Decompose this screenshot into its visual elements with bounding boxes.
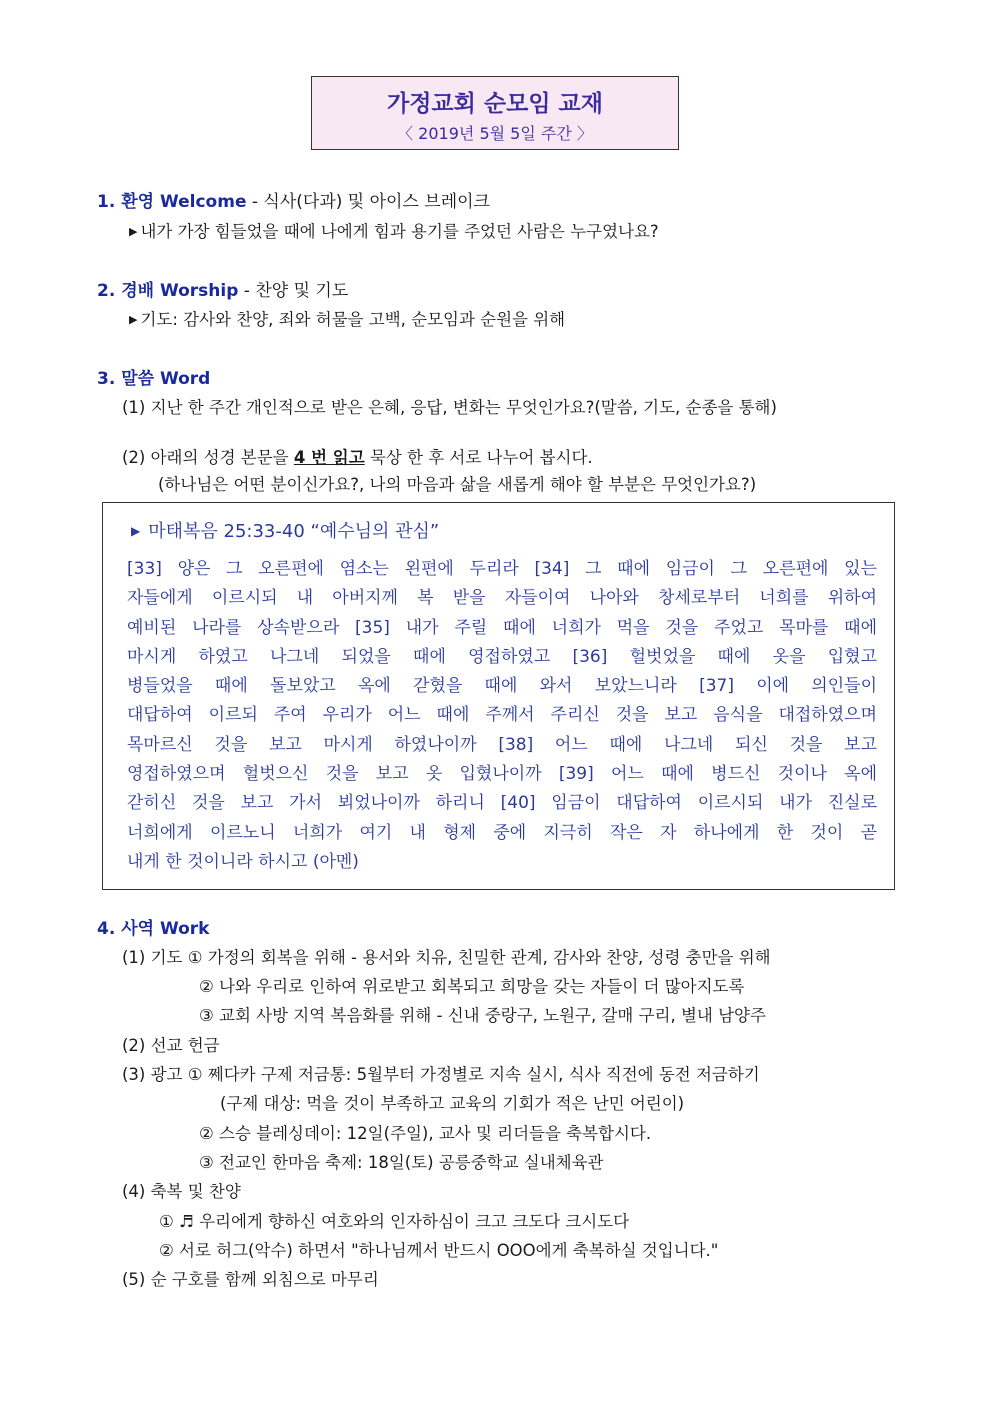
scripture-line: 대답하여 이르되 주여 우리가 어느 때에 주께서 주리신 것을 보고 음식을 대접하였으며 [127,705,877,726]
closing-item: (5) 순 구호를 함께 외침으로 마무리 [122,1270,379,1289]
section-3-heading: 3. 말씀 Word [97,369,211,389]
mission-offering: (2) 선교 헌금 [122,1036,220,1055]
scripture-line: 너희에게 이르노니 너희가 여기 내 형제 중에 지극히 작은 자 하나에게 한 것이 곧 [127,822,877,843]
scripture-line: 예비된 나라를 상속받으라 [35] 내가 주릴 때에 너희가 먹을 것을 주었고 목마를 때에 [127,617,877,638]
section-1-item [129,218,659,242]
section-2-item [129,306,565,330]
section-1-item-text: 내가 가장 힘들었을 때에 나에게 힘과 용기를 주었던 사람은 누구였나요? [140,222,659,241]
triangle-right-icon: ▶ [131,524,141,538]
prayer-item-2: ② 나와 우리로 인하여 위로받고 회복되고 희망을 갖는 자들이 더 많아지도록 [199,977,745,996]
scripture-line: 마시게 하였고 나그네 되었을 때에 영접하였고 [36] 헐벗었을 때에 옷을 입혔고 [127,646,877,667]
scripture-text [127,555,877,877]
announcement-2: ② 스승 블레싱데이: 12일(주일), 교사 및 리더들을 축복합시다. [199,1124,652,1143]
triangle-right-icon: ▶ [129,225,138,238]
blessing-heading: (4) 축복 및 찬양 [122,1182,241,1201]
scripture-line: 목마르신 것을 보고 마시게 하였나이까 [38] 어느 때에 나그네 되신 것을 보고 [127,734,877,755]
title-box [311,76,679,150]
question-2-emphasis: 4 번 읽고 [293,448,365,467]
scripture-box [102,502,895,890]
announcement-1-note: (구제 대상: 먹을 것이 부족하고 교육의 기회가 적은 난민 어린이) [220,1094,685,1113]
scripture-line: 갇히신 것을 보고 가서 뵈었나이까 하리니 [40] 임금이 대답하여 이르시되 내가 진실로 [127,793,877,814]
question-2-pre: (2) 아래의 성경 본문을 [122,448,294,467]
blessing-item-2: ② 서로 허그(악수) 하면서 "하나님께서 반드시 OOO에게 축복하실 것입니다." [159,1241,719,1260]
announcement-3: ③ 전교인 한마음 축제: 18일(토) 공릉중학교 실내체육관 [199,1153,604,1172]
section-4-heading: 4. 사역 Work [97,919,210,939]
section-3-question-1: (1) 지난 한 주간 개인적으로 받은 은혜, 응답, 변화는 무엇인가요?(말씀, 기도, 순종을 통해) [122,398,777,417]
section-3-question-2 [122,444,593,468]
blessing-item-1: ① ♬ 우리에게 향하신 여호와의 인자하심이 크고 크도다 크시도다 [159,1212,630,1231]
announcement-1: (3) 광고 ① 쩨다카 구제 저금통: 5월부터 가정별로 지속 실시, 식사 직전에 동전 저금하기 [122,1065,760,1084]
section-2-item-text: 기도: 감사와 찬양, 죄와 허물을 고백, 순모임과 순원을 위해 [140,310,566,329]
scripture-line: 영접하였으며 헐벗으신 것을 보고 옷 입혔나이까 [39] 어느 때에 병드신 것이나 옥에 [127,764,877,785]
section-1-subtitle: - 식사(다과) 및 아이스 브레이크 [246,192,490,212]
question-2-post: 묵상 한 후 서로 나누어 봅시다. [364,448,593,467]
section-3-question-2-sub: (하나님은 어떤 분이신가요?, 나의 마음과 삶을 새롭게 해야 할 부분은 무엇인가요?) [158,475,757,494]
scripture-heading-text: 마태복음 25:33-40 “예수님의 관심” [148,521,440,542]
scripture-line: 자들에게 이르시되 내 아버지께 복 받을 자들이여 나아와 창세로부터 너희를 위하여 [127,588,877,609]
section-2-title: 2. 경배 Worship [97,281,239,301]
section-1-title: 1. 환영 Welcome [97,192,247,212]
scripture-line: 병들었을 때에 돌보았고 옥에 갇혔을 때에 와서 보았느니라 [37] 이에 의인들이 [127,676,877,697]
scripture-heading [131,517,439,543]
prayer-item-3: ③ 교회 사방 지역 복음화를 위해 - 신내 중랑구, 노원구, 갈매 구리, 별내 남양주 [199,1006,766,1025]
triangle-right-icon: ▶ [129,313,138,326]
scripture-line: 내게 한 것이니라 하시고 (아멘) [127,851,359,872]
scripture-line: [33] 양은 그 오른편에 염소는 왼편에 두리라 [34] 그 때에 임금이 그 오른편에 있는 [127,559,877,579]
section-1-heading [97,187,490,212]
page-subtitle: 〈 2019년 5월 5일 주간 〉 [397,124,593,143]
page-title: 가정교회 순모임 교재 [387,91,603,117]
section-2-heading [97,276,348,301]
section-2-subtitle: - 찬양 및 기도 [238,281,349,301]
prayer-item-1: (1) 기도 ① 가정의 회복을 위해 - 용서와 치유, 친밀한 관계, 감사와 찬양, 성령 충만을 위해 [122,948,771,967]
